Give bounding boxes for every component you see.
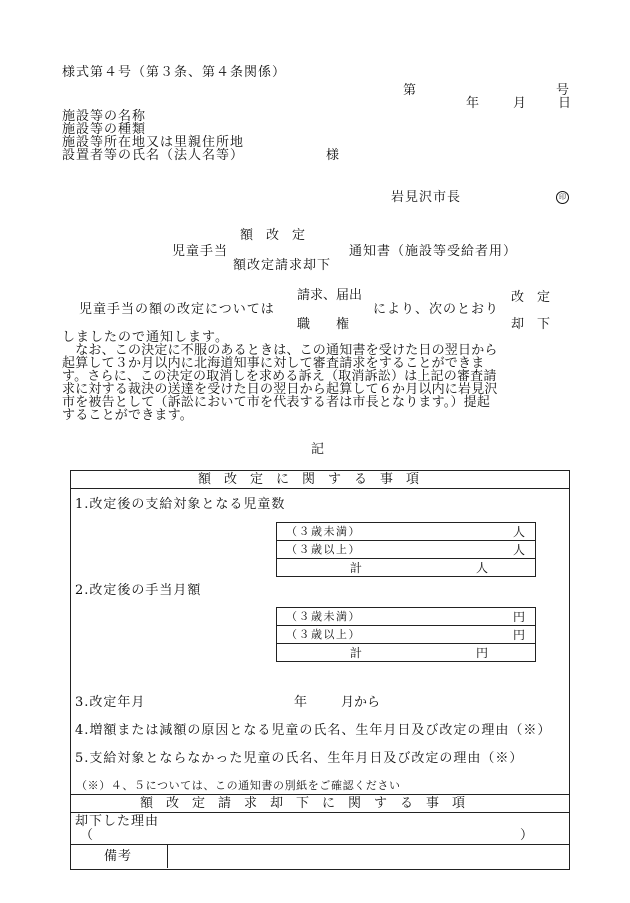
reject-section-header: 額 改 定 請 求 却 下 に 関 す る 事 項 xyxy=(140,796,466,811)
item3-year: 年 xyxy=(294,695,308,710)
amount-total-unit: 円 xyxy=(476,646,489,660)
divider xyxy=(276,625,535,626)
children-total-label: 計 xyxy=(350,561,363,575)
title-option-reject: 額改定請求却下 xyxy=(233,258,332,273)
divider xyxy=(167,844,168,868)
item4-label: 4.増額または減額の原因となる児童の氏名、生年月日及び改定の理由（※） xyxy=(75,723,552,738)
revision-section-header: 額 改 定 に 関 す る 事 項 xyxy=(198,472,420,487)
children-total-unit: 人 xyxy=(476,561,489,575)
footnote: （※）４、５については、この通知書の別紙をご確認ください xyxy=(76,779,401,792)
item1-label: 1.改定後の支給対象となる児童数 xyxy=(75,497,286,512)
intro-line-left: 児童手当の額の改定については xyxy=(79,302,275,317)
item3-month: 月から xyxy=(341,695,381,710)
intro-line-mid: により、次のとおり xyxy=(373,302,500,317)
title-main-right: 通知書（施設等受給者用） xyxy=(349,244,518,259)
facility-type-label: 施設等の種類 xyxy=(62,122,147,137)
appeal-line: することができます。 xyxy=(62,408,193,423)
appeal-notice xyxy=(62,344,577,422)
item3-label: 3.改定年月 xyxy=(75,695,146,710)
intro-option-authority: 職 権 xyxy=(297,317,350,332)
date-month: 月 xyxy=(513,96,527,111)
children-over3-unit: 人 xyxy=(513,543,526,557)
divider xyxy=(276,558,535,559)
amount-under3-label: （３歳未満） xyxy=(286,610,361,623)
amount-over3-label: （３歳以上） xyxy=(286,628,361,641)
doc-number-prefix: 第 xyxy=(403,83,417,98)
divider xyxy=(70,812,569,813)
divider xyxy=(276,643,535,644)
paren-close: ） xyxy=(520,828,534,843)
founder-name-label: 設置者等の氏名（法人名等） xyxy=(62,148,245,163)
children-under3-label: （３歳未満） xyxy=(286,525,361,538)
honorific: 様 xyxy=(326,148,340,163)
appeal-line: 起算して３か月以内に北海道知事に対して審査請求をすることができま xyxy=(62,356,485,371)
divider xyxy=(70,488,569,489)
children-under3-unit: 人 xyxy=(513,525,526,539)
item5-label: 5.支給対象とならなかった児童の氏名、生年月日及び改定の理由（※） xyxy=(75,751,524,766)
ki-heading: 記 xyxy=(311,442,325,457)
divider xyxy=(70,794,569,795)
appeal-line: 市を被告として（訴訟において市を代表する者は市長となります。）提起 xyxy=(62,395,491,410)
appeal-line: なお、この決定に不服のあるときは、この通知書を受けた日の翌日から xyxy=(62,343,498,358)
date-day: 日 xyxy=(558,96,572,111)
appeal-line: す。さらに、この決定の取消しを求める訴え（取消訴訟）は上記の審査請 xyxy=(62,369,497,384)
intro-option-revise: 改 定 xyxy=(511,290,551,305)
paren-open: （ xyxy=(80,828,94,843)
intro-option-reject: 却 下 xyxy=(511,317,551,332)
form-label: 様式第４号（第３条、第４条関係） xyxy=(62,65,287,80)
divider xyxy=(70,844,569,845)
item2-label: 2.改定後の手当月額 xyxy=(75,583,202,598)
amount-under3-unit: 円 xyxy=(513,610,526,624)
reject-reason-label: 却下した理由 xyxy=(75,814,160,829)
amount-over3-unit: 円 xyxy=(513,628,526,642)
sender-title: 岩見沢市長 xyxy=(391,190,462,205)
title-main-left: 児童手当 xyxy=(172,244,229,259)
remarks-label: 備考 xyxy=(104,849,133,864)
children-over3-label: （３歳以上） xyxy=(286,543,361,556)
intro-line-end: しましたので通知します。 xyxy=(62,330,229,345)
seal-mark: 印 xyxy=(556,191,569,204)
intro-option-request: 請求、届出 xyxy=(297,288,363,303)
appeal-line: 求に対する裁決の送達を受けた日の翌日から起算して６か月以内に岩見沢 xyxy=(62,382,498,397)
facility-address-label: 施設等所在地又は里親住所地 xyxy=(62,135,245,150)
doc-number-suffix: 号 xyxy=(556,83,570,98)
divider xyxy=(276,540,535,541)
title-option-revision: 額 改 定 xyxy=(240,228,306,243)
facility-name-label: 施設等の名称 xyxy=(62,109,147,124)
amount-total-label: 計 xyxy=(350,646,363,660)
date-year: 年 xyxy=(466,96,480,111)
